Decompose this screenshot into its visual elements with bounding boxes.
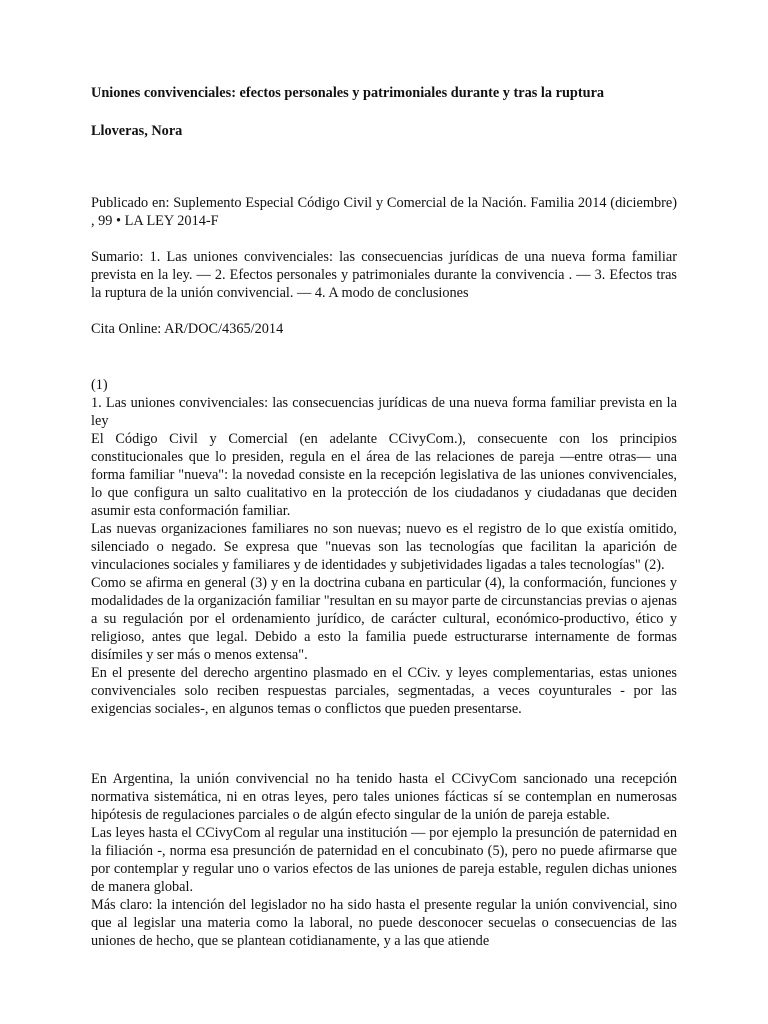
paragraph: Como se afirma en general (3) y en la doctrina cubana en particular (4), la conformación, funciones y modalidades de la organización familiar "resultan en su mayor parte de circunstancias previas o ajenas a su regulación por el ordenamiento jurídico, de carácter cultural, económico-productivo, ético y religioso, antes que legal. Debido a esto la familia puede estructurarse internamente de formas disímiles y ser más o menos extensa". [91, 575, 677, 663]
footnote-reference: (1) [91, 377, 108, 393]
paragraph: El Código Civil y Comercial (en adelante CCivyCom.), consecuente con los principios constitucionales que lo presiden, regula en el área de las relaciones de pareja —entre otras— una forma familiar "nueva": la novedad consiste en la recepción legislativa de las uniones convivenciales, lo que configura un salto cualitativo en la protección de los ciudadanos y ciudadanas que deciden asumir esta conformación familiar. [91, 431, 677, 519]
paragraph: Las nuevas organizaciones familiares no son nuevas; nuevo es el registro de lo que existía omitido, silenciado o negado. Se expresa que "nuevas son las tecnologías que facilitan la aparición de vinculaciones sociales y familiares y de identidades y subjetividades ligadas a tales tecnologías" (2). [91, 521, 677, 573]
document-title: Uniones convivenciales: efectos personales y patrimoniales durante y tras la ruptura [91, 85, 605, 101]
publication-info: Publicado en: Suplemento Especial Código Civil y Comercial de la Nación. Familia 2014 (diciembre) , 99 • LA LEY 2014-F [91, 195, 677, 229]
paragraph: En Argentina, la unión convivencial no ha tenido hasta el CCivyCom sancionado una recepción normativa sistemática, ni en otras leyes, pero tales uniones fácticas sí se contemplan en numerosas hipótesis de regulaciones parciales o de algún efecto singular de la unión de pareja estable. [91, 771, 677, 823]
citation-online: Cita Online: AR/DOC/4365/2014 [91, 321, 284, 337]
author-name: Lloveras, Nora [91, 123, 183, 139]
continuation-block [91, 770, 677, 950]
paragraph: Más claro: la intención del legislador no ha sido hasta el presente regular la unión convivencial, sino que al legislar una materia como la laboral, no puede desconocer secuelas o consecuencias de las uniones de hecho, que se plantean cotidianamente, y a las que atiende [91, 897, 677, 949]
document-page [91, 84, 677, 950]
summary: Sumario: 1. Las uniones convivenciales: las consecuencias jurídicas de una nueva forma familiar prevista en la ley. — 2. Efectos personales y patrimoniales durante la convivencia . — 3. Efectos tras la ruptura de la unión convivencial. — 4. A modo de conclusiones [91, 249, 677, 301]
section-heading: 1. Las uniones convivenciales: las consecuencias jurídicas de una nueva forma familiar prevista en la ley [91, 395, 677, 429]
paragraph: Las leyes hasta el CCivyCom al regular una institución — por ejemplo la presunción de paternidad en la filiación -, norma esa presunción de paternidad en el concubinato (5), pero no puede afirmarse que por contemplar y regular uno o varios efectos de las uniones de pareja estable, regulen dichas uniones de manera global. [91, 825, 677, 895]
paragraph: En el presente del derecho argentino plasmado en el CCiv. y leyes complementarias, estas uniones convivenciales solo reciben respuestas parciales, segmentadas, a veces coyunturales - por las exigencias sociales-, en algunos temas o conflictos que pueden presentarse. [91, 665, 677, 717]
